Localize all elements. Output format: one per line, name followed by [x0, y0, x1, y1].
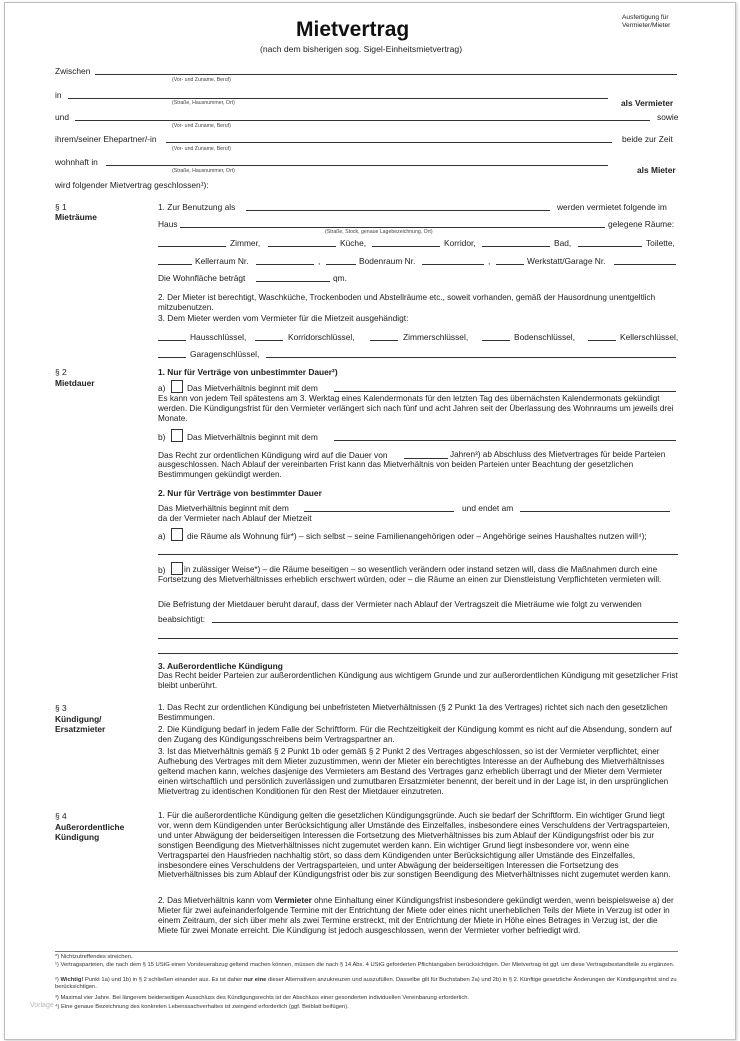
- tenant-name-field[interactable]: [75, 120, 650, 121]
- landlord-name-field[interactable]: [95, 74, 677, 75]
- comma-2: ,: [488, 256, 491, 266]
- house-field[interactable]: [180, 227, 605, 228]
- footnote-2: [55, 977, 678, 991]
- checkbox-1b[interactable]: [171, 429, 183, 442]
- s2-d-reason: da der Vermieter nach Ablauf der Mietzeit: [158, 513, 312, 523]
- bodenschluessel-count-field[interactable]: [482, 340, 510, 341]
- s2-a2-text: die Räume als Wohnung für*) – sich selbst – seine Familienangehörigen oder – Angehörige seines Haushaltes nutzen will⁴);: [187, 531, 647, 541]
- page-frame: [4, 2, 736, 1040]
- s2-p3: Das Recht beider Parteien zur außerordentlichen Kündigung aus wichtigem Grunde und zur außerordentlichen Kündigung mit gesetzlicher Frist bleibt unberührt.: [158, 671, 678, 690]
- s1-title: Mieträume: [55, 212, 97, 222]
- own-use-details-field[interactable]: [158, 554, 678, 555]
- label-bad: Bad,: [554, 238, 572, 248]
- intended-use-field-2[interactable]: [158, 638, 678, 639]
- werkstatt-nr-field[interactable]: [614, 264, 676, 265]
- usage-field[interactable]: [246, 210, 550, 211]
- fixed-end-date-field[interactable]: [520, 511, 670, 512]
- footnote-divider: [55, 951, 678, 952]
- s2-b2-text: in zulässiger Weise*) – die Räume beseitigen – so wesentlich verändern oder instand setzen will, dass die Maßnahmen durch eine Fortsetzung des Mietverhältnisses erheblich erschwert würden, oder – die Räume an einen zur Dienstleistung Verpflichteten vermieten will.: [158, 565, 662, 584]
- bodenraum-count-field[interactable]: [326, 264, 356, 265]
- contract-intro: wird folgender Mietvertrag geschlossen¹):: [55, 180, 209, 190]
- s2-a-label: a): [158, 383, 166, 393]
- s2-beabsichtigt: beabsichtigt:: [158, 614, 206, 624]
- page-subtitle: (nach dem bisherigen sog. Sigel-Einheitsmietvertrag): [260, 44, 463, 54]
- label-werkstatt: Werkstatt/Garage Nr.: [527, 256, 606, 266]
- garagenschluessel-count-field[interactable]: [158, 357, 186, 358]
- hint-name: (Vor- und Zuname, Beruf): [172, 77, 231, 83]
- hint-address: (Straße, Hausnummer, Ort): [172, 100, 235, 106]
- s3-title-1: Kündigung/: [55, 714, 102, 724]
- hint-name-2: (Vor- und Zuname, Beruf): [172, 123, 231, 129]
- copy-note-1: Ausfertigung für: [622, 14, 669, 21]
- s2-b-para-a: Das Recht zur ordentlichen Kündigung wird auf die Dauer von: [158, 450, 388, 460]
- additional-keys-field[interactable]: [266, 357, 676, 358]
- footnote-2-mark: ²): [55, 977, 59, 983]
- hausschluessel-count-field[interactable]: [158, 340, 186, 341]
- s3-p1: 1. Das Recht zur ordentlichen Kündigung bei unbefristeten Mietverhältnissen (§ 2 Punkt 1a des Vertrages) richtet sich nach den gesetzlichen Bestimmungen.: [158, 703, 668, 722]
- kellerschluessel-count-field[interactable]: [588, 340, 616, 341]
- toilette-count-field[interactable]: [578, 246, 642, 247]
- label-qm: qm.: [333, 273, 347, 283]
- label-sowie: sowie: [657, 112, 679, 122]
- s2-h1: 1. Nur für Verträge von unbestimmter Dauer²): [158, 367, 338, 377]
- label-zimmerschluessel: Zimmerschlüssel,: [403, 332, 469, 342]
- wohnflaeche-field[interactable]: [256, 281, 330, 282]
- s2-b2-label: b): [158, 565, 166, 575]
- footnote-1: ¹) Vertragsparteien, die nach dem § 15 UStG einen Vorsteuerabzug geltend machen können, müssen die nach § 14 Abs. 4 UStG geforderten Pflichtangaben berücksichtigen. Der Mietvertrag ist ggf. um diese Vertragsbestandteile zu ergänzen.: [55, 962, 675, 968]
- s2-d-end: und endet am: [462, 503, 514, 513]
- s4-p2: [158, 896, 678, 936]
- kellerraum-count-field[interactable]: [158, 264, 192, 265]
- start-date-1a-field[interactable]: [334, 391, 676, 392]
- label-hausschluessel: Hausschlüssel,: [190, 332, 247, 342]
- label-beide-zur-zeit: beide zur Zeit: [622, 134, 673, 144]
- footnote-4: ⁴) Eine genaue Bezeichnung des konkreten Lebenssachverhaltes ist zwingend erforderlich (ggf. Beiblatt beifügen).: [55, 1004, 349, 1010]
- hint-name-3: (Vor- und Zuname, Beruf): [172, 146, 231, 152]
- s1-p1-b: werden vermietet folgende im: [557, 202, 667, 212]
- s4-p1: 1. Für die außerordentliche Kündigung gelten die gesetzlichen Kündigungsgründe. Auch sie bedarf der Schriftform. Ein wichtiger Grund liegt vor, wenn dem Kündigenden unter Berücksichtigung aller Umstände des Einzelfalles, insbesondere eines Verschuldens der Vertragsparteien, und unter Abwägung der beiderseitigen Interessen die Fortsetzung des Mietverhältnisses bis zum Ablauf der Kündigungsfrist oder bis zur sonstigen Beendigung des Mietverhältnisses nicht zugemutet werden kann. Ein wichtiger Grund liegt insbesondere vor, wenn eine Vertragspartei den Hausfrieden nachhaltig stört, so dass dem Kündigenden unter Berücksichtigung aller Umstände des Einzelfalles, insbesondere eines Verschuldens der Vertragsparteien, und unter Abwägung der beiderseitigen Interessen die Fortsetzung des Mietverhältnisses bis zum Ablauf der Kündigungsfrist oder bis zur sonstigen Beendigung des Mietverhältnisses nicht zugemutet werden kann.: [158, 811, 671, 880]
- label-in: in: [55, 90, 62, 100]
- s2-title: Mietdauer: [55, 378, 95, 388]
- label-wohnhaft-in: wohnhaft in: [55, 157, 98, 167]
- checkbox-2a[interactable]: [171, 528, 183, 541]
- korridor-count-field[interactable]: [372, 246, 440, 247]
- label-als-vermieter: als Vermieter: [621, 98, 674, 108]
- label-gelegene-raeume: gelegene Räume:: [608, 219, 675, 229]
- label-zwischen: Zwischen: [55, 66, 91, 76]
- label-kueche: Küche,: [340, 238, 367, 248]
- s2-a-text: Das Mietverhältnis beginnt mit dem: [187, 383, 318, 393]
- s1-p3: 3. Dem Mieter werden vom Vermieter für die Mietzeit ausgehändigt:: [158, 313, 409, 323]
- label-haus: Haus: [158, 219, 178, 229]
- label-korridorschluessel: Korridorschlüssel,: [288, 332, 355, 342]
- label-ehepartner: ihrem/seiner Ehepartner/-in: [55, 134, 157, 144]
- s2-d-begin: Das Mietverhältnis beginnt mit dem: [158, 503, 289, 513]
- label-toilette: Toilette,: [646, 238, 675, 248]
- watermark: Vorlage: [30, 1002, 54, 1009]
- footnote-2-text-2: dieser Alternativen anzukreuzen und auszufüllen. Dasselbe gilt für Buchstaben 2a) und 2b) in § 2. Künftige gesetzliche Änderungen der Kündigungsfrist sind zu berücksichtigen.: [55, 977, 677, 990]
- s4-title-2: Kündigung: [55, 832, 100, 842]
- s4-p2-a: 2. Das Mietverhältnis kann vom: [158, 896, 273, 905]
- kellerraum-nr-field[interactable]: [256, 264, 314, 265]
- kueche-count-field[interactable]: [268, 246, 336, 247]
- start-date-1b-field[interactable]: [334, 440, 676, 441]
- label-kellerraum: Kellerraum Nr.: [195, 256, 249, 266]
- s4-title-1: Außerordentliche: [55, 822, 125, 832]
- s2-h3: 3. Außerordentliche Kündigung: [158, 661, 283, 671]
- s4-number: § 4: [55, 811, 67, 821]
- checkbox-1a[interactable]: [171, 380, 183, 393]
- comma-1: ,: [318, 256, 321, 266]
- s2-h2: 2. Nur für Verträge von bestimmter Dauer: [158, 488, 322, 498]
- hint-address-2: (Straße, Hausnummer, Ort): [172, 168, 235, 174]
- footnote-2-bold-1: Wichtig!: [60, 977, 84, 983]
- label-zimmer: Zimmer,: [230, 238, 261, 248]
- intended-use-field-1[interactable]: [212, 622, 678, 623]
- zimmer-count-field[interactable]: [158, 246, 226, 247]
- korridorschluessel-count-field[interactable]: [255, 340, 283, 341]
- s2-b-label: b): [158, 432, 166, 442]
- werkstatt-count-field[interactable]: [496, 264, 524, 265]
- label-als-mieter: als Mieter: [637, 165, 676, 175]
- label-und: und: [55, 112, 69, 122]
- s2-a2-label: a): [158, 531, 166, 541]
- s3-number: § 3: [55, 703, 67, 713]
- s1-number: § 1: [55, 202, 67, 212]
- label-korridor: Korridor,: [444, 238, 476, 248]
- s2-b-text: Das Mietverhältnis beginnt mit dem: [187, 432, 318, 442]
- spouse-name-field[interactable]: [166, 142, 612, 143]
- s4-p2-bold: Vermieter: [274, 896, 312, 905]
- s3-p3: 3. Ist das Mietverhältnis gemäß § 2 Punkt 1b oder gemäß § 2 Punkt 2 des Vertrages abgeschlossen, so ist der Vermieter verpflichtet, einer Aufhebung des Vertrages mit dem Mieter zuzustimmen, wenn der Mieter ein berechtigtes Interesse an der Aufhebung des Mietverhältnisses geltend machen kann, welches dasjenige des Vermieters am Bestand des Vertrages ganz erheblich überragt und der Mieter dem Vermieter einen wirtschaftlich und persönlich zuverlässigen und zumutbaren Ersatzmieter benennt, der bereit und in der Lage ist, in den ursprünglichen Mietvertrag zu identischen Konditionen für den Rest der Mietdauer einzutreten.: [158, 747, 669, 796]
- label-kellerschluessel: Kellerschlüssel,: [620, 332, 679, 342]
- footnote-star: *) Nichtzutreffendes streichen.: [55, 954, 133, 960]
- zimmerschluessel-count-field[interactable]: [370, 340, 398, 341]
- page-title: Mietvertrag: [296, 18, 410, 41]
- s3-title-2: Ersatzmieter: [55, 724, 106, 734]
- s4-p2-b: ohne Einhaltung einer Kündigungsfrist insbesondere gekündigt werden, wenn beispielsweise a) der Mieter für zwei aufeinanderfolgende Termine mit der Entrichtung der Miete oder eines nicht unerheblichen Teils der Miete in Verzug ist oder in einem Zeitraum, der sich über mehr als zwei Termine erstreckt, mit der Entrichtung der Miete in Höhe eines Betrages in Verzug ist, der die Miete für zwei Monate erreicht. Die Kündigung ist jedoch ausgeschlossen, wenn der Vermieter vorher befriedigt wird.: [158, 896, 674, 935]
- copy-note-2: Vermieter/Mieter: [622, 22, 671, 29]
- s2-b-para-b: Jahren³) ab Abschluss des Mietvertrages für beide Parteien ausgeschlossen. Nach Ablauf der vereinbarten Frist kann das Mietverhältnis von beiden Parteien unter Beachtung der gesetzlichen Bestimmungen gekündigt werden.: [158, 450, 666, 479]
- bad-count-field[interactable]: [482, 246, 550, 247]
- label-bodenschluessel: Bodenschlüssel,: [514, 332, 575, 342]
- s1-p1-a: 1. Zur Benutzung als: [158, 202, 236, 212]
- label-garagenschluessel: Garagenschlüssel,: [190, 349, 260, 359]
- bodenraum-nr-field[interactable]: [422, 264, 484, 265]
- landlord-address-field[interactable]: [68, 98, 608, 99]
- s2-number: § 2: [55, 367, 67, 377]
- label-wohnflaeche: Die Wohnfläche beträgt: [158, 273, 246, 283]
- s3-p2: 2. Die Kündigung bedarf in jedem Falle der Schriftform. Für die Rechtzeitigkeit der Kündigung kommt es nicht auf die Absendung, sondern auf den Zugang des Kündigungsschreibens beim Vertragspartner an.: [158, 725, 672, 744]
- intended-use-field-3[interactable]: [158, 653, 678, 654]
- hint-house: (Straße, Stock, genaue Lagebezeichnung, Ort): [325, 229, 433, 235]
- s2-befristung: Die Befristung der Mietdauer beruht darauf, dass der Vermieter nach Ablauf der Vertragszeit die Mieträume wie folgt zu verwenden: [158, 599, 642, 609]
- fixed-start-date-field[interactable]: [304, 511, 454, 512]
- s1-p2: 2. Der Mieter ist berechtigt, Waschküche, Trockenboden und Abstellräume etc., soweit vorhanden, gemäß der Hausordnung unentgeltlich mitzubenutzen.: [158, 293, 656, 312]
- footnote-3: ³) Maximal vier Jahre. Bei längerem beiderseitigen Ausschluss des Kündigungsrechts ist der Abschluss einer gesonderten individuellen Vereinbarung erforderlich.: [55, 995, 470, 1001]
- footnote-2-bold-2: nur eine: [243, 977, 267, 983]
- label-bodenraum: Bodenraum Nr.: [359, 256, 416, 266]
- footnote-2-text-1: Punkt 1a) und 1b) in § 2 schließen einander aus. Es ist daher: [84, 977, 243, 983]
- s2-a-para: Es kann von jedem Teil spätestens am 3. Werktag eines Kalendermonats für den letzten Tag des übernächsten Kalendermonats gekündigt werden. Die Kündigungsfrist für den Vermieter verlängert sich nach fünf und acht Jahren seit der Überlassung des Wohnraums um jeweils drei Monate.: [158, 394, 674, 423]
- tenant-address-field[interactable]: [106, 165, 608, 166]
